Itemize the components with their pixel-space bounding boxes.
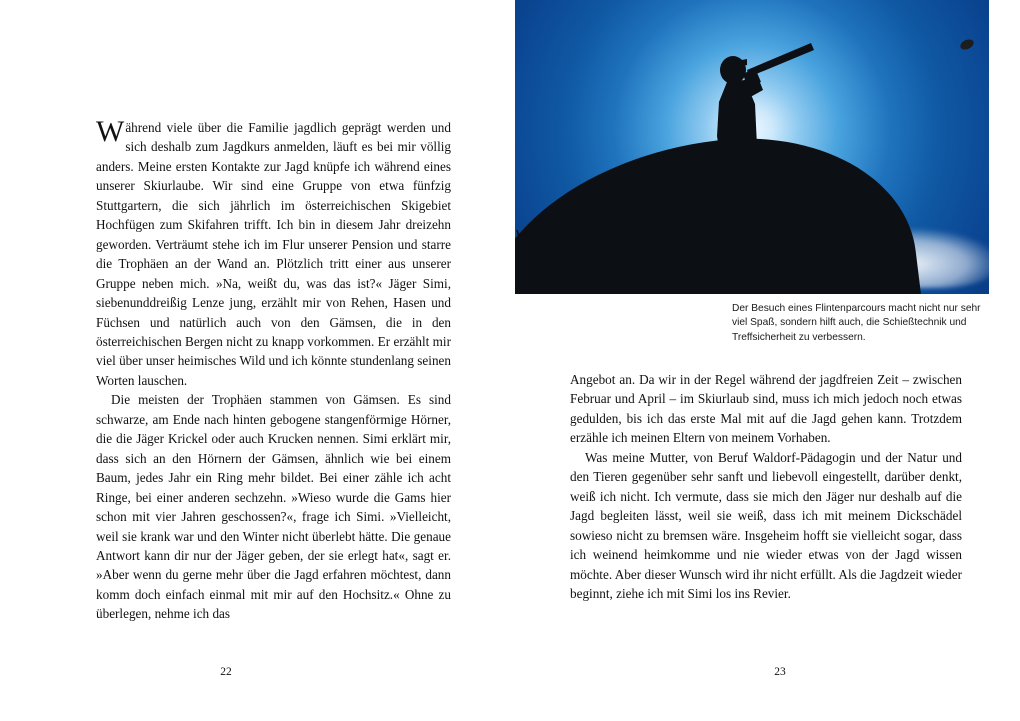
drop-cap: W [96,115,125,148]
paragraph [96,115,451,390]
right-page-body [570,370,962,603]
photo-caption: Der Besuch eines Flintenparcours macht nicht nur sehr viel Spaß, sondern hilft auch, die Schießtechnik und Treffsicherheit zu verbessern. [732,303,981,343]
paragraph-text: ährend viele über die Familie jagdlich geprägt werden und sich deshalb zum Jagdkurs anmelden, läuft es bei mir völlig anders. Meine ersten Kontakte zur Jagd knüpfe ich während eines unserer Skiurlaube. Wir sind eine Gruppe von etwa fünfzig Stuttgartern, die sich jährlich im österreichischen Skigebiet Hochfügen zum Skifahren trifft. Ich bin in diesem Jahr dreizehn geworden. Verträumt stehe ich im Flur unserer Pension und starre die Trophäen an der Wand an. Plötzlich tritt einer aus unserer Gruppe neben mich. »Na, weißt du, was das ist?« Jäger Simi, siebenunddreißig Lenze jung, erzählt mir von Rehen, Hasen und Füchsen und natürlich auch von den Gämsen, die in den österreichischen Bergen nicht zu knapp vorkommen. Er erzählt mir viel über unser heimisches Wild und ich könnte stundenlang seinen Worten lauschen. [96,120,451,388]
photograph-shooter-silhouette [515,0,989,294]
left-page-body [96,115,451,624]
paragraph: Angebot an. Da wir in der Regel während der jagdfreien Zeit – zwischen Februar und April – im Skiurlaub sind, muss ich mich jedoch noch etwas gedulden, bis ich das erste Mal mit auf die Jagd gehen kann. Trotzdem erzähle ich meinen Eltern von meinem Vorhaben. [570,372,962,446]
paragraph: Die meisten der Trophäen stammen von Gämsen. Es sind schwarze, am Ende nach hinten gebogene stangenförmige Hörner, die die Jäger Krickel oder auch Krucken nennen. Simi erklärt mir, dass sich an den Hörnern der Gämsen, ähnlich wie bei einem Baum, jedes Jahr ein Ring mehr bildet. Bei einer zähle ich acht Ringe, bei einer anderen sechzehn. »Wieso wurde die Gams hier schon mit vier Jahren geschossen?«, frage ich Simi. »Vielleicht, weil sie krank war und den Winter nicht überlebt hätte. Die genaue Antwort kann dir nur der Jäger geben, der sie erlegt hat«, sagt er. »Aber wenn du gerne mehr über die Jagd erfahren möchtest, dann komm doch einfach einmal mit mir auf den Hochsitz.« Ohne zu überlegen, nehme ich das [96,392,451,622]
paragraph: Was meine Mutter, von Beruf Waldorf-Pädagogin und der Natur und den Tieren gegenüber sehr sanft und liebevoll eingestellt, darüber denkt, weiß ich nicht. Ich vermute, dass sie mich den Jäger nur deshalb auf die Jagd begleiten lässt, weil sie weiß, dass ich mit meinem Dickschädel sowieso nicht zu bremsen wäre. Insgeheim hofft sie vielleicht sogar, dass ich weinend heimkomme und nie wieder etwas von der Jagd wissen möchte. Aber dieser Wunsch wird ihr nicht erfüllt. Als die Jagdzeit wieder beginnt, ziehe ich mit Simi los ins Revier. [570,449,962,601]
right-page [510,0,1020,721]
page-number-left: 22 [220,666,232,678]
page-number-right: 23 [774,666,786,678]
